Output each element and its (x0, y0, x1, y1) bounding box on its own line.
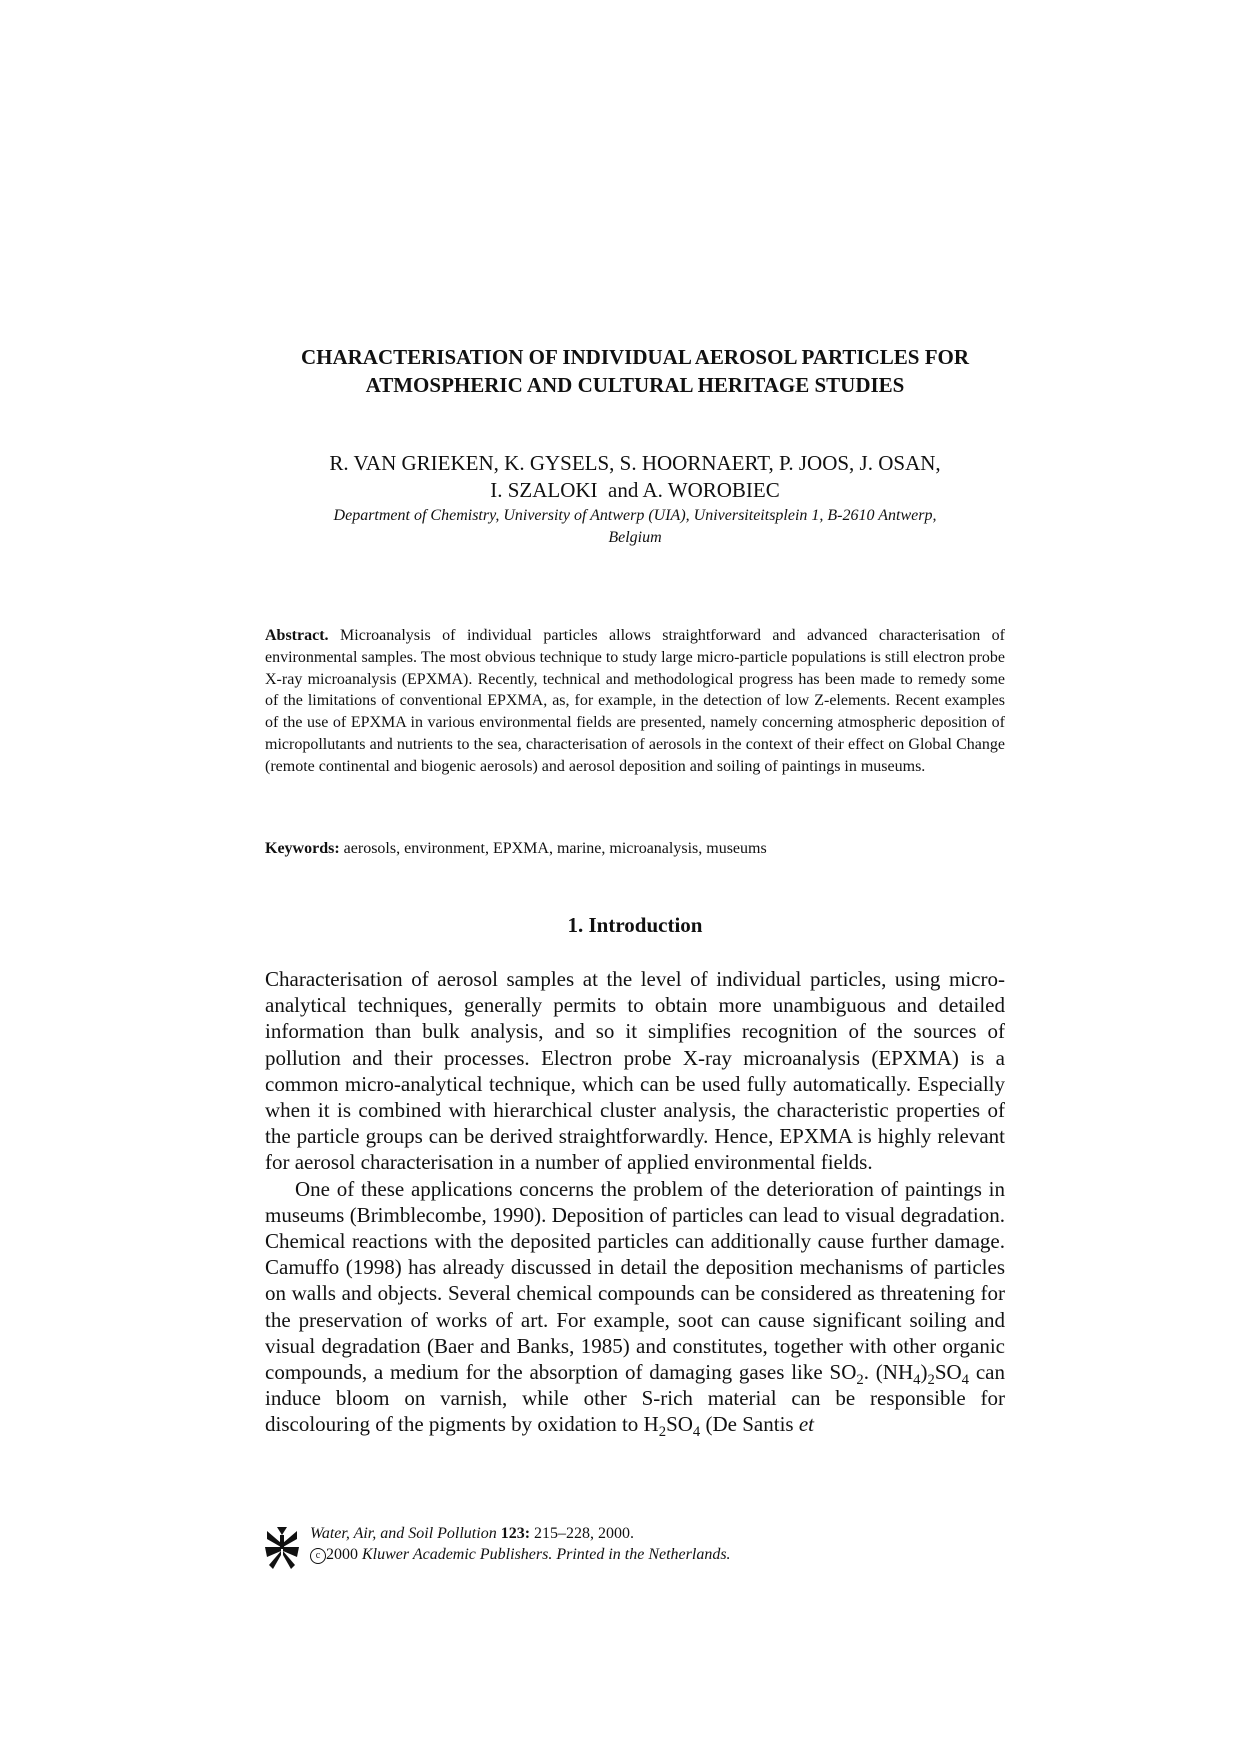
paragraph-2-text-a: One of these applications concerns the problem of the deterioration of paintings in museums (Brimblecombe, 1990). Deposition of particles can lead to visual degradation. Chemical reactions with the deposited particles can additionally cause further damage. Camuffo (1998) has already discussed in detail the deposition mechanisms of particles on walls and objects. Several chemical compounds can be considered as threatening for the preservation of works of art. For example, soot can cause significant soiling and visual degradation (Baer and Banks, 1985) and constitutes, together with other organic compounds, a medium for the absorption of damaging gases like SO (265, 1176, 1005, 1385)
abstract-label: Abstract. (265, 627, 329, 644)
paragraph-2-text-c: ) (920, 1360, 928, 1385)
section-heading-introduction: 1. Introduction (567, 913, 703, 937)
abstract (265, 625, 1005, 778)
footer-journal: Water, Air, and Soil Pollution (310, 1525, 497, 1542)
subscript: 4 (692, 1424, 701, 1441)
footer-citation (310, 1523, 731, 1565)
paragraph-2-text-f: SO (666, 1412, 693, 1437)
subscript: 4 (913, 1372, 921, 1389)
paper-title (265, 343, 1005, 399)
abstract-text: Microanalysis of individual particles allows straightforward and advanced characterisation of environmental samples. The most obvious technique to study large micro-particle populations is still electron probe X-ray microanalysis (EPXMA). Recently, technical and methodological progress has been made to remedy some of the limitations of conventional EPXMA, as, for example, in the detection of low Z-elements. Recent examples of the use of EPXMA in various environmental fields are presented, namely concerning atmospheric deposition of micropollutants and nutrients to the sea, characterisation of aerosols in the context of their effect on Global Change (remote continental and biogenic aerosols) and aerosol deposition and soiling of paintings in museums. (265, 627, 1006, 775)
subscript: 2 (856, 1372, 864, 1389)
paragraph-2-text-e: can induce bloom on varnish, while other S-rich material can be responsible for discolouring of the pigments by oxidation to H (265, 1360, 1005, 1437)
paragraph-2-text-b: . (NH (863, 1360, 914, 1385)
kluwer-logo-icon (265, 1527, 299, 1569)
subscript: 4 (961, 1372, 970, 1389)
paragraph-2-text-d: SO (934, 1360, 962, 1385)
affiliation-line-1: Department of Chemistry, University of Antwerp (UIA), Universiteitsplein 1, B-2610 Antwerp, (333, 507, 937, 524)
footer-year: 2000 (326, 1546, 358, 1563)
copyright-icon: c (310, 1548, 326, 1564)
paragraph-2-text-h: et (798, 1412, 814, 1437)
authors-line-1: R. VAN GRIEKEN, K. GYSELS, S. HOORNAERT, P. JOOS, J. OSAN, (329, 451, 941, 475)
affiliation (265, 505, 1005, 549)
keywords-label: Keywords: (265, 840, 340, 857)
page-footer (265, 1523, 1005, 1573)
introduction-body (265, 966, 1005, 1441)
affiliation-line-2: Belgium (608, 529, 662, 546)
keywords-text: aerosols, environment, EPXMA, marine, microanalysis, museums (343, 840, 767, 857)
footer-pages: 215–228, 2000. (530, 1525, 635, 1542)
paragraph-1: Characterisation of aerosol samples at the level of individual particles, using micro-analytical techniques, generally permits to obtain more unambiguous and detailed information than bulk analysis, and so it simplifies recognition of the sources of pollution and their processes. Electron probe X-ray microanalysis (EPXMA) is a common micro-analytical technique, which can be used fully automatically. Especially when it is combined with hierarchical cluster analysis, the characteristic properties of the particle groups can be derived straightforwardly. Hence, EPXMA is highly relevant for aerosol characterisation in a number of applied environmental fields. (265, 967, 1005, 1175)
keywords (265, 838, 1005, 860)
title-line-2: ATMOSPHERIC AND CULTURAL HERITAGE STUDIES (365, 373, 905, 397)
author-list (265, 450, 1005, 504)
paragraph-2-text-g: (De Santis (700, 1412, 799, 1437)
authors-line-2: I. SZALOKI and A. WOROBIEC (490, 478, 780, 502)
subscript: 2 (927, 1372, 935, 1389)
title-line-1: CHARACTERISATION OF INDIVIDUAL AEROSOL PARTICLES FOR (300, 345, 970, 369)
subscript: 2 (658, 1424, 667, 1441)
footer-volume: 123: (500, 1525, 531, 1542)
paragraph-2 (265, 1176, 1005, 1441)
footer-publisher: Kluwer Academic Publishers. Printed in the Netherlands. (358, 1546, 731, 1563)
